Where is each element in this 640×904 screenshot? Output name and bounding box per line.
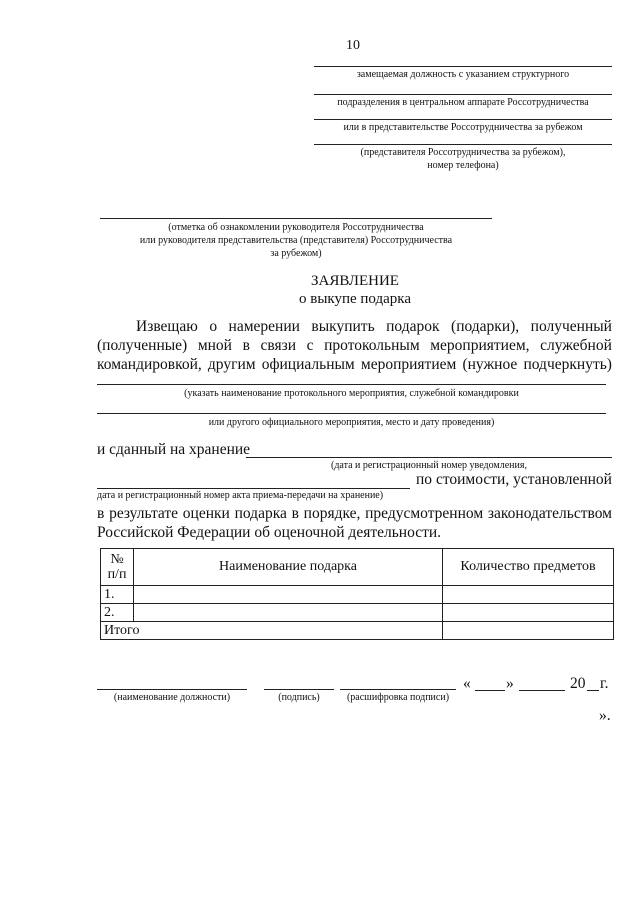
word: командировкой, <box>97 356 202 373</box>
date-quote-open: « <box>463 675 471 692</box>
top-line-2 <box>314 94 612 95</box>
word: мной <box>197 337 232 354</box>
word: результате <box>109 505 179 522</box>
word: стоимости, <box>435 471 510 488</box>
top-line-3 <box>314 119 612 120</box>
word: мероприятием <box>360 356 457 373</box>
top-hint-2: подразделения в центральном аппарате Россотрудничества <box>337 97 589 108</box>
top-line-4 <box>314 144 612 145</box>
word: подарка <box>234 505 287 522</box>
date-year-prefix: 20 <box>570 675 586 692</box>
paragraph-line-2 <box>97 337 612 355</box>
ack-hint-2: или руководителя представительства (представителя) Россотрудничества <box>139 235 453 246</box>
page-title: ЗАЯВЛЕНИЕ <box>311 273 399 289</box>
decode-hint: (расшифровка подписи) <box>346 692 450 703</box>
position-hint: (наименование должности) <box>113 692 231 703</box>
word: официальным <box>261 356 355 373</box>
signature-field[interactable] <box>264 689 334 690</box>
top-hint-4b: номер телефона) <box>427 160 499 171</box>
word: другим <box>207 356 256 373</box>
ack-hint-3: за рубежом) <box>270 248 322 259</box>
row-name-cell[interactable] <box>134 604 443 622</box>
row-qty-cell[interactable] <box>443 604 614 622</box>
page-subtitle: о выкупе подарка <box>298 291 412 307</box>
word: служебной <box>540 337 612 354</box>
ack-hint-1: (отметка об ознакомлении руководителя Россотрудничества <box>168 222 424 233</box>
word: законодательством <box>487 505 612 522</box>
header-name: Наименование подарка <box>134 549 443 586</box>
word: в <box>97 505 105 522</box>
row-qty-cell[interactable] <box>443 586 614 604</box>
table-row <box>101 586 614 604</box>
word: о <box>209 318 218 335</box>
word: порядке, <box>303 505 361 522</box>
top-hint-4a: (представителя Россотрудничества за рубежом), <box>360 147 566 158</box>
event-hint-2: или другого официального мероприятия, место и дату проведения) <box>208 417 495 428</box>
ack-line <box>100 218 492 219</box>
date-quote-close: » <box>506 675 514 692</box>
storage-label: и сданный на хранение <box>97 441 251 458</box>
row-name-cell[interactable] <box>134 586 443 604</box>
word: мероприятием, <box>430 337 530 354</box>
total-label: Итого <box>101 622 443 640</box>
paragraph-line-1 <box>136 318 612 336</box>
word: в <box>242 337 250 354</box>
cost-text <box>416 471 612 489</box>
word: предусмотренном <box>365 505 484 522</box>
top-hint-3: или в представительстве Россотрудничества за рубежом <box>343 122 583 133</box>
word: Извещаю <box>136 318 198 335</box>
event-hint-1: (указать наименование протокольного мероприятия, служебной командировки <box>184 388 519 399</box>
row-num: 1. <box>101 586 134 604</box>
word: (нужное <box>462 356 518 373</box>
word: протокольным <box>324 337 420 354</box>
date-month-field[interactable] <box>519 690 565 691</box>
word: (полученные) <box>97 337 188 354</box>
word: подарок <box>386 318 440 335</box>
page-number: 10 <box>346 38 360 53</box>
table-total-row <box>101 622 614 640</box>
act-field[interactable] <box>97 488 410 489</box>
table-header-row <box>101 549 614 586</box>
row-num: 2. <box>101 604 134 622</box>
paragraph-line-3 <box>97 356 612 374</box>
word: оценки <box>182 505 230 522</box>
header-qty: Количество предметов <box>443 549 614 586</box>
word: подчеркнуть) <box>523 356 612 373</box>
word: по <box>416 471 433 488</box>
header-num: № п/п <box>101 549 134 586</box>
top-line-1 <box>314 66 612 67</box>
table-row <box>101 604 614 622</box>
word: в <box>291 505 299 522</box>
event-line-1 <box>97 384 606 385</box>
word: связи <box>260 337 297 354</box>
event-line-2 <box>97 413 606 414</box>
result-line-2: Российской Федерации об оценочной деятельности. <box>97 524 442 541</box>
gifts-table <box>100 548 614 640</box>
date-year-suffix: г. <box>600 675 609 692</box>
closing-mark: ». <box>599 707 611 724</box>
word: с <box>306 337 314 354</box>
top-hint-1: замещаемая должность с указанием структурного <box>356 69 570 80</box>
act-hint: дата и регистрационный номер акта приема-передачи на хранение) <box>97 490 384 501</box>
word: выкупить <box>311 318 375 335</box>
word: (подарки), <box>451 318 520 335</box>
position-field[interactable] <box>97 689 247 690</box>
word: намерении <box>228 318 300 335</box>
word: установленной <box>513 471 612 488</box>
signature-hint: (подпись) <box>278 692 320 703</box>
storage-field[interactable] <box>246 457 612 458</box>
storage-hint: (дата и регистрационный номер уведомления, <box>331 460 527 471</box>
date-day-field[interactable] <box>475 690 505 691</box>
result-line-1 <box>97 505 612 523</box>
date-year-field[interactable] <box>587 690 599 691</box>
word: полученный <box>530 318 612 335</box>
total-qty-cell[interactable] <box>443 622 614 640</box>
decode-field[interactable] <box>340 689 456 690</box>
